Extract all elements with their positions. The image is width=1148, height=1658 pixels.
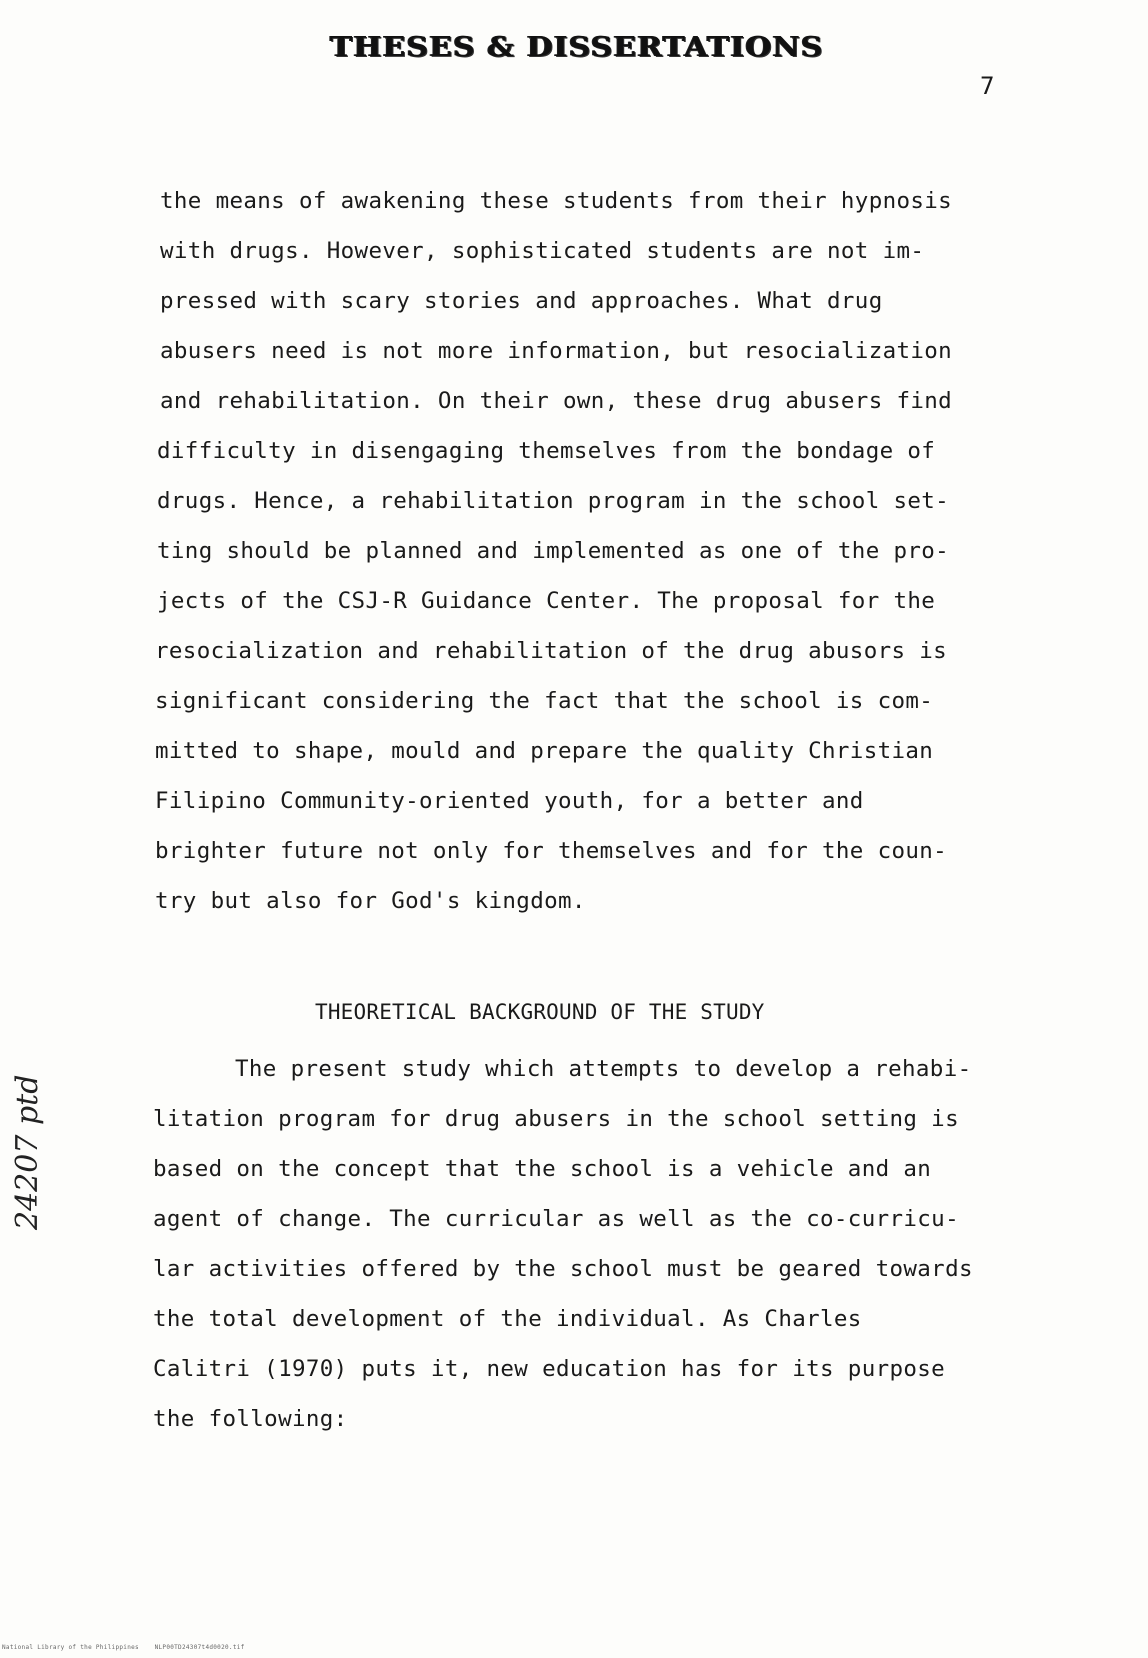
- body-line: the following:: [153, 1406, 348, 1432]
- body-line: try but also for God's kingdom.: [155, 888, 586, 914]
- body-line: The present study which attempts to develop a rehabi-: [235, 1056, 972, 1082]
- body-line: with drugs. However, sophisticated students are not im-: [160, 238, 925, 264]
- body-line: litation program for drug abusers in the school setting is: [153, 1106, 959, 1132]
- body-line: based on the concept that the school is a vehicle and an: [153, 1156, 932, 1182]
- body-line: difficulty in disengaging themselves from the bondage of: [157, 438, 936, 464]
- body-line: the means of awakening these students from their hypnosis: [160, 188, 953, 214]
- section-heading: THEORETICAL BACKGROUND OF THE STUDY: [315, 1000, 765, 1024]
- body-line: the total development of the individual. As Charles: [153, 1306, 862, 1332]
- body-line: significant considering the fact that the school is com-: [155, 688, 934, 714]
- body-line: resocialization and rehabilitation of the drug abusors is: [155, 638, 948, 664]
- scan-footer: National Library of the Philippines NLP00TD24307t4d0020.tif: [2, 1644, 245, 1651]
- body-line: lar activities offered by the school must be geared towards: [153, 1256, 973, 1282]
- body-line: Filipino Community-oriented youth, for a better and: [155, 788, 864, 814]
- body-line: mitted to shape, mould and prepare the quality Christian: [155, 738, 934, 764]
- body-line: brighter future not only for themselves and for the coun-: [155, 838, 948, 864]
- handwritten-margin-note: 24207 ptd: [10, 1074, 45, 1230]
- body-line: Calitri (1970) puts it, new education has for its purpose: [153, 1356, 946, 1382]
- body-line: and rehabilitation. On their own, these drug abusers find: [160, 388, 953, 414]
- page-number: 7: [980, 72, 995, 100]
- body-line: drugs. Hence, a rehabilitation program in the school set-: [157, 488, 950, 514]
- theses-dissertations-stamp: THESES & DISSERTATIONS: [330, 31, 824, 64]
- body-line: agent of change. The curricular as well as the co-curricu-: [153, 1206, 959, 1232]
- body-line: pressed with scary stories and approaches. What drug: [160, 288, 883, 314]
- body-line: abusers need is not more information, but resocialization: [160, 338, 953, 364]
- body-line: ting should be planned and implemented as one of the pro-: [157, 538, 950, 564]
- body-line: jects of the CSJ-R Guidance Center. The proposal for the: [157, 588, 936, 614]
